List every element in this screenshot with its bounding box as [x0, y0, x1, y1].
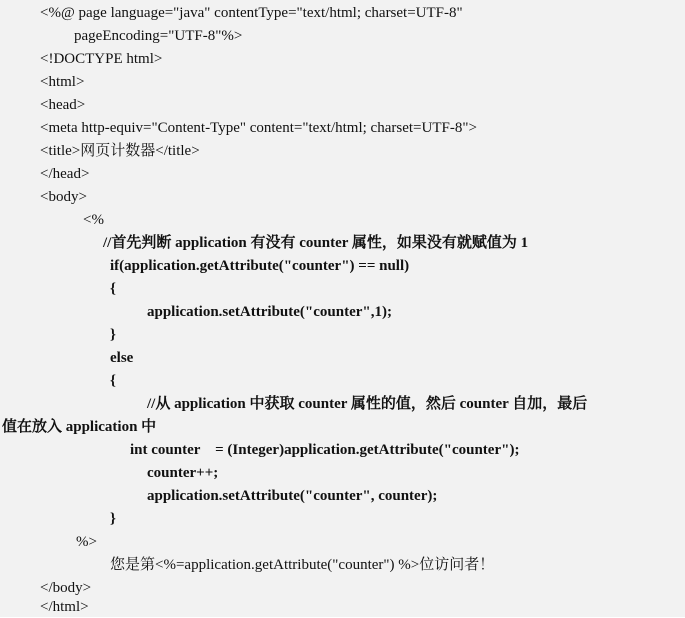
code-line-set-initial: application.setAttribute("counter",1); — [147, 304, 392, 320]
code-line-page-directive: <%@ page language="java" contentType="text/html; charset=UTF-8" — [40, 5, 463, 21]
code-line-scriptlet-open: <% — [83, 212, 104, 228]
code-line-int-counter: int counter = (Integer)application.getAttribute("counter"); — [130, 442, 520, 458]
code-line-if: if(application.getAttribute("counter") == null) — [110, 258, 410, 274]
code-line-comment-get: //从 application 中获取 counter 属性的值，然后 counter 自加，最后 — [147, 396, 588, 412]
code-line-body-close: </body> — [40, 580, 92, 596]
code-line-head-close: </head> — [40, 166, 90, 182]
code-line-visitor-text: 您是第<%=application.getAttribute("counter") %>位访问者！ — [110, 557, 495, 573]
code-line-body-open: <body> — [40, 189, 87, 205]
code-line-increment: counter++; — [147, 465, 219, 481]
code-line-if-brace-close: } — [110, 327, 116, 343]
code-line-scriptlet-close: %> — [76, 534, 97, 550]
code-line-page-encoding: pageEncoding="UTF-8"%> — [74, 28, 243, 44]
code-line-head-open: <head> — [40, 97, 86, 113]
code-line-html-close: </html> — [40, 599, 89, 615]
code-line-doctype: <!DOCTYPE html> — [40, 51, 163, 67]
code-line-set-counter: application.setAttribute("counter", counter); — [147, 488, 438, 504]
code-line-if-brace-open: { — [110, 281, 116, 297]
code-line-comment-wrap: 值在放入 application 中 — [2, 419, 157, 435]
code-line-html-open: <html> — [40, 74, 85, 90]
code-line-else-brace-open: { — [110, 373, 116, 389]
code-line-else: else — [110, 350, 134, 366]
code-line-meta: <meta http-equiv="Content-Type" content="text/html; charset=UTF-8"> — [40, 120, 477, 136]
code-line-else-brace-close: } — [110, 511, 116, 527]
code-line-comment-check: //首先判断 application 有没有 counter 属性，如果没有就赋值为 1 — [103, 235, 529, 251]
code-line-title: <title>网页计数器</title> — [40, 143, 200, 159]
